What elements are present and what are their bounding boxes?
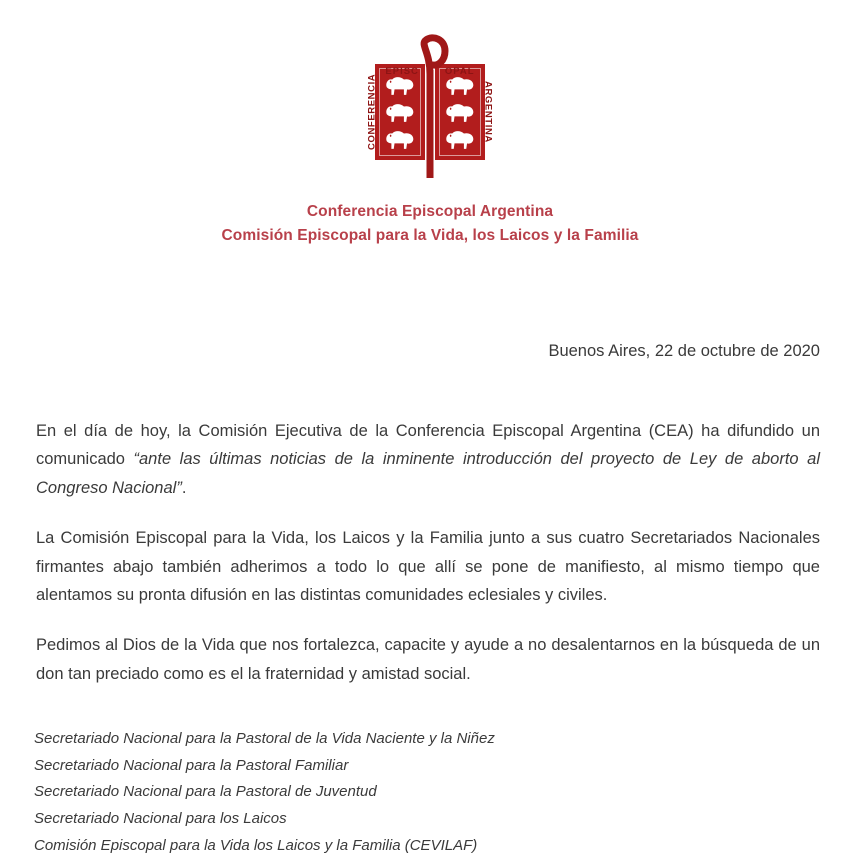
signature-line: Secretariado Nacional para los Laicos xyxy=(34,810,287,828)
letterhead xyxy=(0,0,860,248)
signature-line: Comisión Episcopal para la Vida los Laicos y la Familia (CEVILAF) xyxy=(34,836,478,854)
body-paragraph xyxy=(36,524,820,609)
crest-text-top-right: OPAL xyxy=(444,66,475,77)
document-body xyxy=(0,417,860,688)
body-text: Pedimos al Dios de la Vida que nos fortalezca, capacite y ayude a no desalentarnos en la búsqueda de un don tan preciado como es el la fraternidad y amistad social. xyxy=(36,636,820,683)
letterhead-title-block xyxy=(0,200,860,248)
body-paragraph xyxy=(36,417,820,502)
body-text: . xyxy=(181,478,187,497)
quoted-text: “ante las últimas noticias de la inminente introducción del proyecto de Ley de aborto al Congreso Nacional” xyxy=(36,450,820,497)
body-text: En el día de hoy, la Comisión Ejecutiva de la Conferencia Episcopal Argentina (CEA) ha difundido un comunicado xyxy=(36,422,820,469)
signature-block xyxy=(0,726,860,859)
date-line: Buenos Aires, 22 de octubre de 2020 xyxy=(548,342,820,361)
signature-line: Secretariado Nacional para la Pastoral Familiar xyxy=(34,756,349,774)
letterhead-title-line-1: Conferencia Episcopal Argentina xyxy=(306,203,554,220)
signature-line: Secretariado Nacional para la Pastoral de Juventud xyxy=(34,783,377,801)
cea-crest-logo xyxy=(366,22,494,174)
signature-line: Secretariado Nacional para la Pastoral de la Vida Naciente y la Niñez xyxy=(34,730,495,748)
body-paragraph xyxy=(36,631,820,688)
crest-text-top-left: EPISC xyxy=(385,66,419,77)
crozier-staff-icon xyxy=(402,30,458,178)
letterhead-title-line-2: Comisión Episcopal para la Vida, los Laicos y la Familia xyxy=(221,227,639,245)
crest-text-right: ARGENTINA xyxy=(482,81,494,143)
crest-text-left: CONFERENCIA xyxy=(366,73,378,151)
body-text: La Comisión Episcopal para la Vida, los Laicos y la Familia junto a sus cuatro Secretariados Nacionales firmantes abajo también adherimos a todo lo que allí se pone de manifiesto, al mismo tiempo que alentamos su pronta difusión en las distintas comunidades eclesiales y civiles. xyxy=(36,529,820,604)
